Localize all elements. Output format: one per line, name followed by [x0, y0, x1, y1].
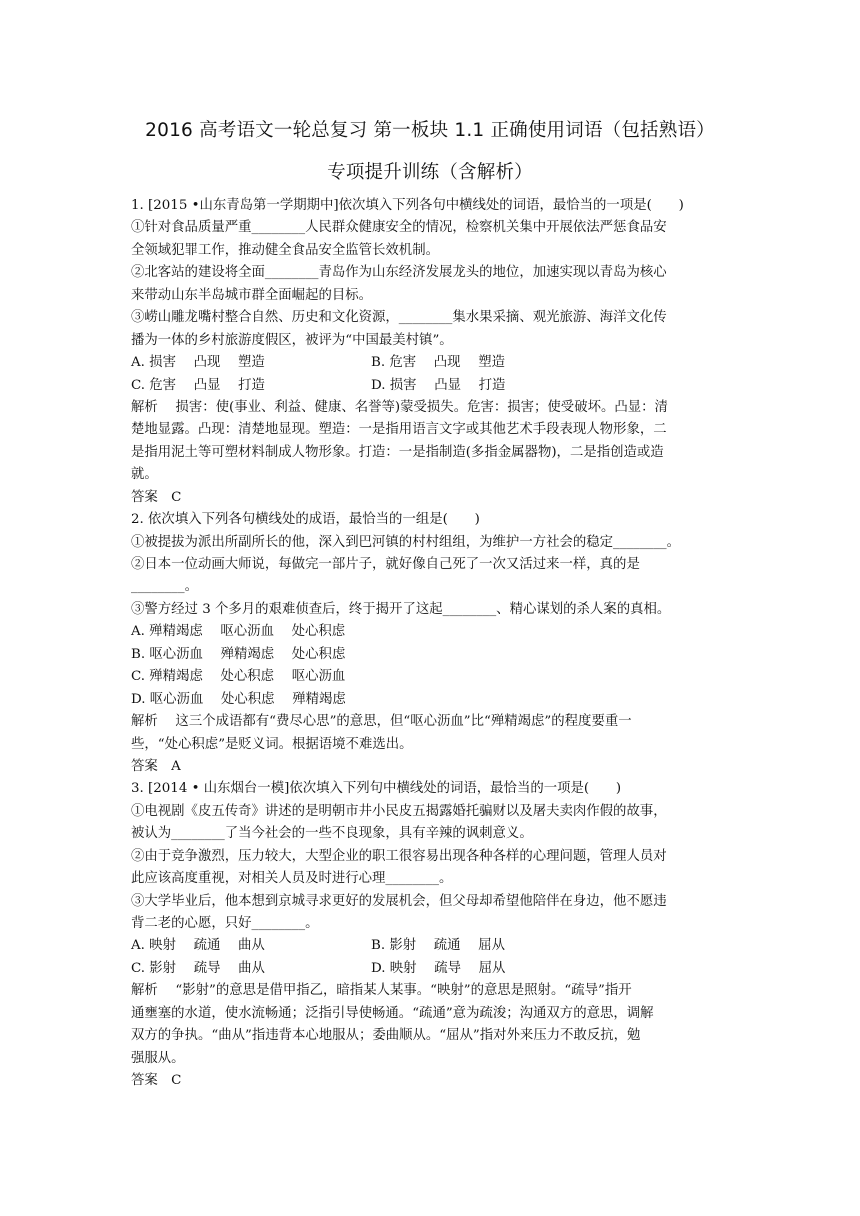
- sentence-line: 全领域犯罪工作，推动健全食品安全监管长效机制。: [131, 242, 439, 258]
- explanation-line: 强服从。: [131, 1050, 185, 1066]
- sentence-line: 被认为________了当今社会的一些不良现象，具有辛辣的讽刺意义。: [131, 826, 533, 842]
- option-b: B. 呕心沥血 殚精竭虑 处心积虑: [131, 646, 346, 662]
- document-title: 2016 高考语文一轮总复习 第一板块 1.1 正确使用词语（包括熟语）: [145, 120, 715, 141]
- option-a: A. 殚精竭虑 呕心沥血 处心积虑: [131, 624, 346, 640]
- explanation-line: 解析 这三个成语都有“费尽心思”的意思，但“呕心沥血”比“殚精竭虑”的程度要重一: [131, 714, 632, 730]
- question-2: [131, 509, 731, 778]
- option-row: [131, 352, 731, 374]
- sentence-line: 播为一体的乡村旅游度假区，被评为“中国最美村镇”。: [131, 332, 453, 348]
- explanation-line: 双方的争执。“曲从”指违背本心地服从；委曲顺从。“屈从”指对外来压力不敢反抗，勉: [131, 1028, 641, 1044]
- explanation-line: 就。: [131, 467, 158, 483]
- explanation-line: 是指用泥土等可塑材料制成人物形象。打造：一是指制造(多指金属器物)，二是指创造或造: [131, 444, 664, 460]
- sentence-line: ①被提拔为派出所副所长的他，深入到巴河镇的村村组组，为维护一方社会的稳定________。: [131, 534, 681, 550]
- option-d: D. 映射 疏导 屈从: [371, 960, 506, 976]
- sentence-line: ①针对食品质量严重________人民群众健康安全的情况，检察机关集中开展依法严惩食品安: [131, 220, 667, 236]
- sentence-line: 来带动山东半岛城市群全面崛起的目标。: [131, 287, 373, 303]
- explanation-line: 解析 “影射”的意思是借甲指乙，暗指某人某事。“映射”的意思是照射。“疏导”指开: [131, 983, 632, 999]
- sentence-line: 此应该高度重视，对相关人员及时进行心理________。: [131, 871, 453, 887]
- option-a: A. 映射 疏通 曲从: [131, 938, 265, 954]
- explanation-line: 些，“处心积虑”是贬义词。根据语境不难选出。: [131, 736, 413, 752]
- document-body: [131, 195, 731, 1093]
- sentence-line: ③警方经过 3 个多月的艰难侦查后，终于揭开了这起________、精心谋划的杀人案的真相。: [131, 601, 671, 617]
- option-c: C. 危害 凸显 打造: [131, 377, 265, 393]
- answer: 答案 C: [131, 489, 182, 505]
- sentence-line: ③大学毕业后，他本想到京城寻求更好的发展机会，但父母却希望他陪伴在身边，他不愿违: [131, 893, 667, 909]
- option-row: [131, 375, 731, 397]
- sentence-line: ①电视剧《皮五传奇》讲述的是明朝市井小民皮五揭露婚托骗财以及屠夫卖肉作假的故事，: [131, 803, 667, 819]
- question-stem: 2. 依次填入下列各句横线处的成语，最恰当的一组是( ): [131, 512, 480, 528]
- answer: 答案 C: [131, 1073, 182, 1089]
- question-stem: 1. [2015 •山东青岛第一学期期中]依次填入下列各句中横线处的词语，最恰当的一项是( ): [131, 198, 684, 213]
- option-b: B. 危害 凸现 塑造: [371, 355, 505, 371]
- option-c: C. 影射 疏导 曲从: [131, 960, 265, 976]
- option-d: D. 损害 凸显 打造: [371, 377, 506, 393]
- answer: 答案 A: [131, 758, 181, 774]
- option-a: A. 损害 凸现 塑造: [131, 355, 265, 371]
- option-b: B. 影射 疏通 屈从: [371, 938, 505, 954]
- sentence-line: ②由于竞争激烈，压力较大，大型企业的职工很容易出现各种各样的心理问题，管理人员对: [131, 848, 667, 864]
- explanation-line: 楚地显露。凸现：清楚地显现。塑造：一是指用语言文字或其他艺术手段表现人物形象，二: [131, 422, 667, 438]
- sentence-line: ________。: [131, 579, 198, 595]
- sentence-line: ②北客站的建设将全面________青岛作为山东经济发展龙头的地位，加速实现以青岛为核心: [131, 265, 667, 281]
- question-3: [131, 778, 731, 1092]
- explanation-line: 通壅塞的水道，使水流畅通；泛指引导使畅通。“疏通”意为疏浚；沟通双方的意思，调解: [131, 1005, 654, 1021]
- option-d: D. 呕心沥血 处心积虑 殚精竭虑: [131, 691, 346, 707]
- option-row: [131, 958, 731, 980]
- question-1: [131, 195, 731, 509]
- sentence-line: ②日本一位动画大师说，每做完一部片子，就好像自己死了一次又活过来一样，真的是: [131, 557, 640, 572]
- document-subtitle: 专项提升训练（含解析）: [327, 162, 533, 183]
- sentence-line: 背二老的心愿，只好________。: [131, 916, 319, 931]
- option-row: [131, 935, 731, 957]
- option-c: C. 殚精竭虑 处心积虑 呕心沥血: [131, 669, 346, 685]
- explanation-line: 解析 损害：使(事业、利益、健康、名誉等)蒙受损失。危害：损害；使受破坏。凸显：清: [131, 399, 668, 415]
- sentence-line: ③崂山雕龙嘴村整合自然、历史和文化资源，________集水果采摘、观光旅游、海洋文化传: [131, 310, 667, 326]
- question-stem: 3. [2014 • 山东烟台一模]依次填入下列句中横线处的词语，最恰当的一项是( ): [131, 781, 622, 797]
